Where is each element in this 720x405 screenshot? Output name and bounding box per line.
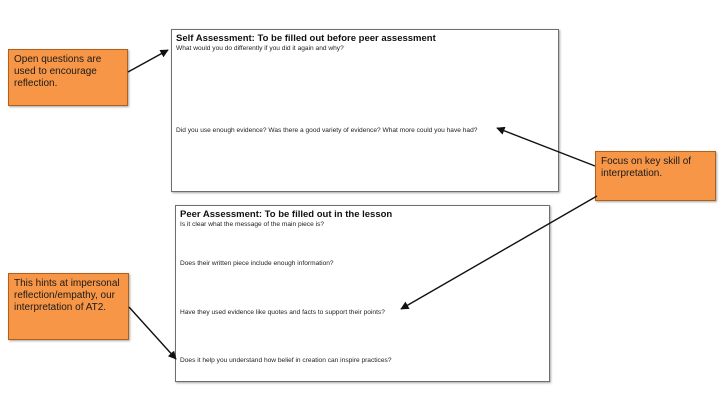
peer-question-1: Is it clear what the message of the main piece is? <box>180 221 325 228</box>
self-assessment-panel <box>171 29 559 192</box>
self-question-2: Did you use enough evidence? Was there a good variety of evidence? What more could you have had? <box>176 127 478 134</box>
peer-assessment-panel <box>175 205 550 382</box>
peer-question-2: Does their written piece include enough information? <box>180 260 334 267</box>
self-assessment-title: Self Assessment: To be filled out before peer assessment <box>176 33 436 44</box>
arrow-open-to-self <box>128 50 168 72</box>
arrow-hints-to-peer <box>129 307 176 359</box>
peer-assessment-title: Peer Assessment: To be filled out in the lesson <box>180 209 393 220</box>
callout-interpretation: Focus on key skill of interpretation. <box>595 151 716 201</box>
self-question-1: What would you do differently if you did it again and why? <box>176 45 344 52</box>
callout-hints: This hints at impersonal reflection/empathy, our interpretation of AT2. <box>8 273 129 340</box>
peer-question-4: Does it help you understand how belief in creation can inspire practices? <box>180 357 392 364</box>
callout-open-questions: Open questions are used to encourage reflection. <box>8 49 128 106</box>
peer-question-3: Have they used evidence like quotes and facts to support their points? <box>180 309 385 316</box>
